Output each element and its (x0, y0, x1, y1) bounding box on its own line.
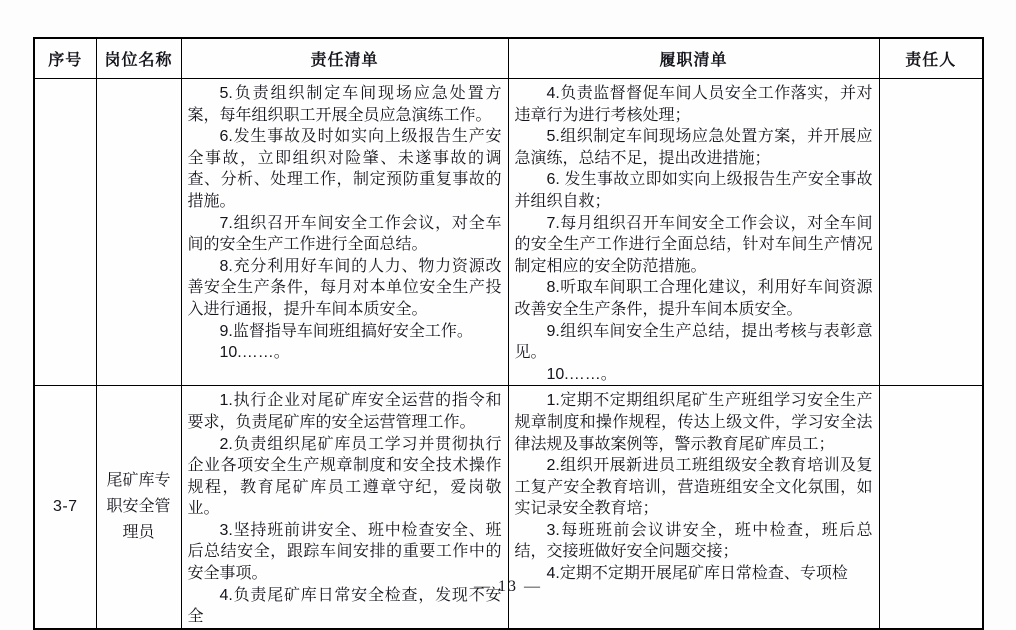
responsibility-item: 4.负责尾矿库日常安全检查，发现不安全 (187, 586, 502, 626)
responsibility-table (33, 37, 984, 630)
column-header-responsibility-list: 责任清单 (181, 38, 508, 79)
duty-item: 9.组织车间安全生产总结，提出考核与表彰意见。 (514, 322, 873, 362)
responsibility-item: 5.负责组织制定车间现场应急处置方案，每年组织职工开展全员应急演练工作。 (187, 85, 502, 124)
responsibility-item: 8.充分利用好车间的人力、物力资源改善安全生产条件，每月对本单位安全生产投入进行通报，提升车间本质安全。 (187, 257, 502, 318)
responsibility-item: 1.执行企业对尾矿库安全运营的指令和要求，负责尾矿库的安全运营管理工作。 (187, 392, 502, 431)
duty-item: 2.组织开展新进员工班组级安全教育培训及复工复产安全教育培训，营造班组安全文化氛围，如实记录安全教育培； (514, 457, 873, 518)
responsibility-item: 2.负责组织尾矿库员工学习并贯彻执行企业各项安全生产规章制度和安全技术操作规程，教育尾矿库员工遵章守纪，爱岗敬业。 (187, 435, 502, 518)
duty-item: 5.组织制定车间现场应急处置方案，并开展应急演练，总结不足，提出改进措施； (514, 128, 873, 167)
position-cell (96, 79, 181, 386)
column-header-responsible-person: 责任人 (879, 38, 983, 79)
responsibility-item: 6.发生事故及时如实向上级报告生产安全事故，立即组织对险肇、未遂事故的调查、分析、处理工作，制定预防重复事故的措施。 (187, 128, 502, 210)
duty-text (509, 79, 879, 385)
responsibility-item: 7.组织召开车间安全工作会议，对全车间的安全生产工作进行全面总结。 (187, 214, 502, 254)
duty-item: 4.负责监督督促车间人员安全工作落实，并对违章行为进行考核处理； (514, 85, 873, 124)
responsible-person-cell (879, 79, 983, 386)
table-row (34, 79, 983, 386)
duty-item: 4.定期不定期开展尾矿库日常检查、专项检 (546, 565, 848, 583)
page-number: — 13 — (474, 578, 542, 595)
duty-item: 6. 发生事故立即如实向上级报告生产安全事故并组织自救； (514, 171, 873, 210)
responsibility-item: 9.监督指导车间班组搞好安全工作。 (219, 322, 473, 340)
position-name: 尾矿库专职安全管理员 (106, 472, 171, 542)
duty-cell (508, 79, 879, 386)
duty-item: 8.听取车间职工合理化建议，利用好车间资源改善安全生产条件，提升车间本质安全。 (514, 279, 873, 318)
duty-item: 7.每月组织召开车间安全工作会议，对全车间的安全生产工作进行全面总结，针对车间生产情况制定相应的安全防范措施。 (514, 214, 873, 275)
serial-cell (34, 79, 96, 386)
duty-item: 3.每班班前会议讲安全，班中检查，班后总结，交接班做好安全问题交接； (514, 521, 873, 561)
column-header-position: 岗位名称 (96, 38, 181, 79)
responsibility-text (182, 79, 508, 385)
duty-item: 10.……。 (546, 365, 617, 383)
responsibility-cell (181, 79, 508, 386)
responsibility-item: 3.坚持班前讲安全、班中检查安全、班后总结安全，跟踪车间安排的重要工作中的安全事项。 (187, 521, 502, 583)
column-header-serial: 序号 (34, 38, 96, 79)
serial-number: 3-7 (52, 498, 78, 516)
duty-item: 1.定期不定期组织尾矿生产班组学习安全生产规章制度和操作规程，传达上级文件，学习安全法律法规及事故案例等，警示教育尾矿库员工； (514, 392, 873, 453)
column-header-duty-list: 履职清单 (508, 38, 879, 79)
responsibility-item: 10.……。 (219, 344, 290, 362)
table-header-row (34, 38, 983, 79)
